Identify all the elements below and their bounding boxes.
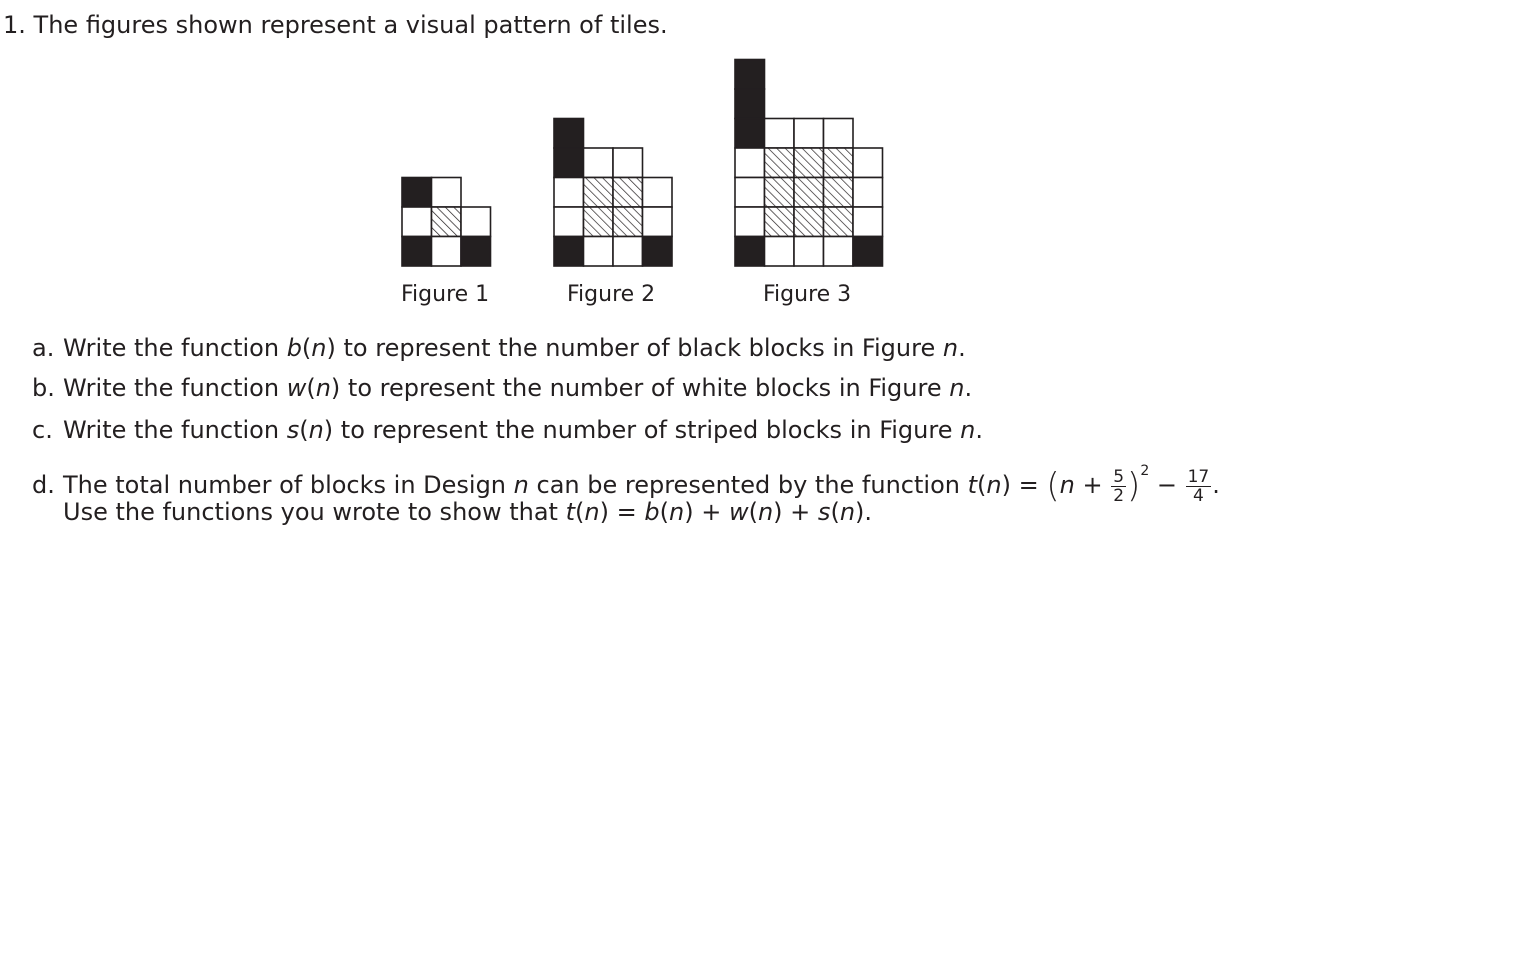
line2-n3: n — [757, 498, 774, 526]
fig3-striped-tile-r5-c1 — [765, 207, 795, 237]
fig3-black-tile-r6-c0 — [735, 237, 765, 267]
frac2-num: 17 — [1187, 466, 1210, 487]
part-d-fn: t — [967, 471, 978, 499]
part-d-var3: n — [1059, 471, 1075, 499]
question-number: 1. — [3, 11, 26, 39]
line2-t: t — [565, 498, 576, 526]
line2-plus2: + — [782, 498, 818, 526]
fig3-white-tile-r6-c2 — [794, 237, 824, 267]
frac2-den: 4 — [1193, 485, 1204, 506]
part-a-var: n — [311, 334, 327, 362]
part-b: b. Write the function w(n) to represent the number of white blocks in Figure n. — [32, 374, 973, 402]
part-d-mid: can be represented by the function — [528, 471, 968, 499]
fig3-white-tile-r2-c1 — [765, 119, 795, 149]
fig1-striped-tile-r1-c1 — [432, 207, 462, 237]
part-d: d. The total number of blocks in Design n can be represented by the function t(n) = (n + $\frac{5}{2}$ )$^2$ − $\frac{17}{4}$ . — [32, 463, 1220, 506]
tile-figures — [0, 0, 1536, 320]
fig1-white-tile-r2-c1 — [432, 237, 462, 267]
figure-1-tiles — [402, 178, 491, 267]
fraction-five-halves — [1111, 468, 1126, 505]
question-text: The figures shown represent a visual pattern of tiles. — [33, 11, 668, 39]
part-d-letter: d. — [32, 471, 55, 499]
fig3-striped-tile-r5-c2 — [794, 207, 824, 237]
line2-s: s — [817, 498, 831, 526]
exponent: 2 — [1140, 463, 1150, 479]
figure-2-tiles — [554, 119, 672, 267]
fig3-black-tile-r6-c4 — [853, 237, 883, 267]
line2-b: b — [644, 498, 660, 526]
part-b-dot: . — [964, 374, 973, 402]
fig2-striped-tile-r2-c2 — [613, 178, 643, 208]
fig1-black-tile-r0-c0 — [402, 178, 432, 208]
fig3-striped-tile-r4-c1 — [765, 178, 795, 208]
part-c-pre: Write the function — [63, 416, 287, 444]
fig1-white-tile-r1-c0 — [402, 207, 432, 237]
fig3-white-tile-r5-c0 — [735, 207, 765, 237]
fig3-white-tile-r3-c0 — [735, 148, 765, 178]
part-a-post: to represent the number of black blocks in Figure — [335, 334, 943, 362]
line2-end: . — [864, 498, 873, 526]
part-b-letter: b. — [32, 374, 55, 402]
part-b-pre: Write the function — [63, 374, 287, 402]
fig2-white-tile-r3-c0 — [554, 207, 584, 237]
fig3-striped-tile-r3-c3 — [824, 148, 854, 178]
part-d-eq: = — [1010, 471, 1047, 499]
part-c-post: to represent the number of striped blocks in Figure — [333, 416, 961, 444]
part-d-var: n — [513, 471, 529, 499]
part-b-var: n — [315, 374, 331, 402]
fig2-black-tile-r4-c0 — [554, 237, 584, 267]
fig3-striped-tile-r5-c3 — [824, 207, 854, 237]
part-c-fn: s — [286, 416, 300, 444]
part-d-minus: − — [1149, 471, 1185, 499]
part-d-line2: Use the functions you wrote to show that t(n) = b(n) + w(n) + s(n). — [63, 498, 873, 526]
fig1-white-tile-r0-c1 — [432, 178, 462, 208]
fig2-striped-tile-r2-c1 — [584, 178, 614, 208]
fig3-black-tile-r1-c0 — [735, 89, 765, 119]
fig3-black-tile-r0-c0 — [735, 60, 765, 90]
line2-n2: n — [668, 498, 685, 526]
fig1-white-tile-r1-c2 — [461, 207, 491, 237]
fig3-white-tile-r4-c0 — [735, 178, 765, 208]
part-c-dot: . — [975, 416, 983, 444]
part-c-letter: c. — [32, 416, 53, 444]
part-c: c. Write the function s(n) to represent the number of striped blocks in Figure n. — [32, 416, 983, 444]
left-paren: ( — [1046, 466, 1060, 506]
fig3-white-tile-r2-c2 — [794, 119, 824, 149]
part-a-fn: b — [286, 334, 302, 362]
fig2-white-tile-r4-c1 — [584, 237, 614, 267]
figure-3-tiles — [735, 60, 883, 267]
fig3-white-tile-r3-c4 — [853, 148, 883, 178]
part-c-var: n — [308, 416, 324, 444]
fig3-white-tile-r5-c4 — [853, 207, 883, 237]
frac1-num: 5 — [1113, 466, 1125, 487]
fig3-white-tile-r2-c3 — [824, 119, 854, 149]
fig2-white-tile-r2-c3 — [643, 178, 673, 208]
frac1-den: 2 — [1113, 485, 1125, 506]
part-d-plus: + — [1074, 471, 1111, 499]
fig2-black-tile-r0-c0 — [554, 119, 584, 149]
part-b-end: n — [949, 374, 965, 402]
line2-eq: = — [608, 498, 645, 526]
fig2-black-tile-r1-c0 — [554, 148, 584, 178]
fig3-striped-tile-r4-c3 — [824, 178, 854, 208]
line2-n4: n — [839, 498, 856, 526]
part-a-pre: Write the function — [63, 334, 287, 362]
part-a: a. Write the function b(n) to represent the number of black blocks in Figure n. — [32, 334, 966, 362]
part-d-pre: The total number of blocks in Design — [63, 471, 514, 499]
fig2-striped-tile-r3-c1 — [584, 207, 614, 237]
fig2-striped-tile-r3-c2 — [613, 207, 643, 237]
fig2-white-tile-r1-c1 — [584, 148, 614, 178]
line2-n1: n — [584, 498, 600, 526]
fraction-seventeen-fourths — [1186, 468, 1212, 505]
fig1-black-tile-r2-c0 — [402, 237, 432, 267]
part-a-letter: a. — [32, 334, 55, 362]
fig3-white-tile-r4-c4 — [853, 178, 883, 208]
fig1-black-tile-r2-c2 — [461, 237, 491, 267]
part-d-var2: n — [986, 471, 1002, 499]
fig3-black-tile-r2-c0 — [735, 119, 765, 149]
fig3-white-tile-r6-c3 — [824, 237, 854, 267]
part-d-dot: . — [1212, 471, 1220, 499]
part-b-post: to represent the number of white blocks in Figure — [340, 374, 950, 402]
part-c-end: n — [960, 416, 976, 444]
part-a-dot: . — [958, 334, 966, 362]
figure-2-label: Figure 2 — [567, 282, 656, 307]
figure-1-label: Figure 1 — [401, 282, 490, 307]
fig3-white-tile-r6-c1 — [765, 237, 795, 267]
line2-pre: Use the functions you wrote to show that — [63, 498, 566, 526]
fig2-black-tile-r4-c3 — [643, 237, 673, 267]
fig2-white-tile-r4-c2 — [613, 237, 643, 267]
part-a-end: n — [942, 334, 959, 362]
fig2-white-tile-r3-c3 — [643, 207, 673, 237]
fig2-white-tile-r1-c2 — [613, 148, 643, 178]
fig3-striped-tile-r4-c2 — [794, 178, 824, 208]
line2-plus1: + — [693, 498, 729, 526]
part-b-fn: w — [286, 374, 307, 402]
figure-3-label: Figure 3 — [763, 282, 852, 307]
fig2-white-tile-r2-c0 — [554, 178, 584, 208]
right-paren: ) — [1127, 466, 1141, 506]
fig3-striped-tile-r3-c2 — [794, 148, 824, 178]
line2-w: w — [728, 498, 749, 526]
fig3-striped-tile-r3-c1 — [765, 148, 795, 178]
